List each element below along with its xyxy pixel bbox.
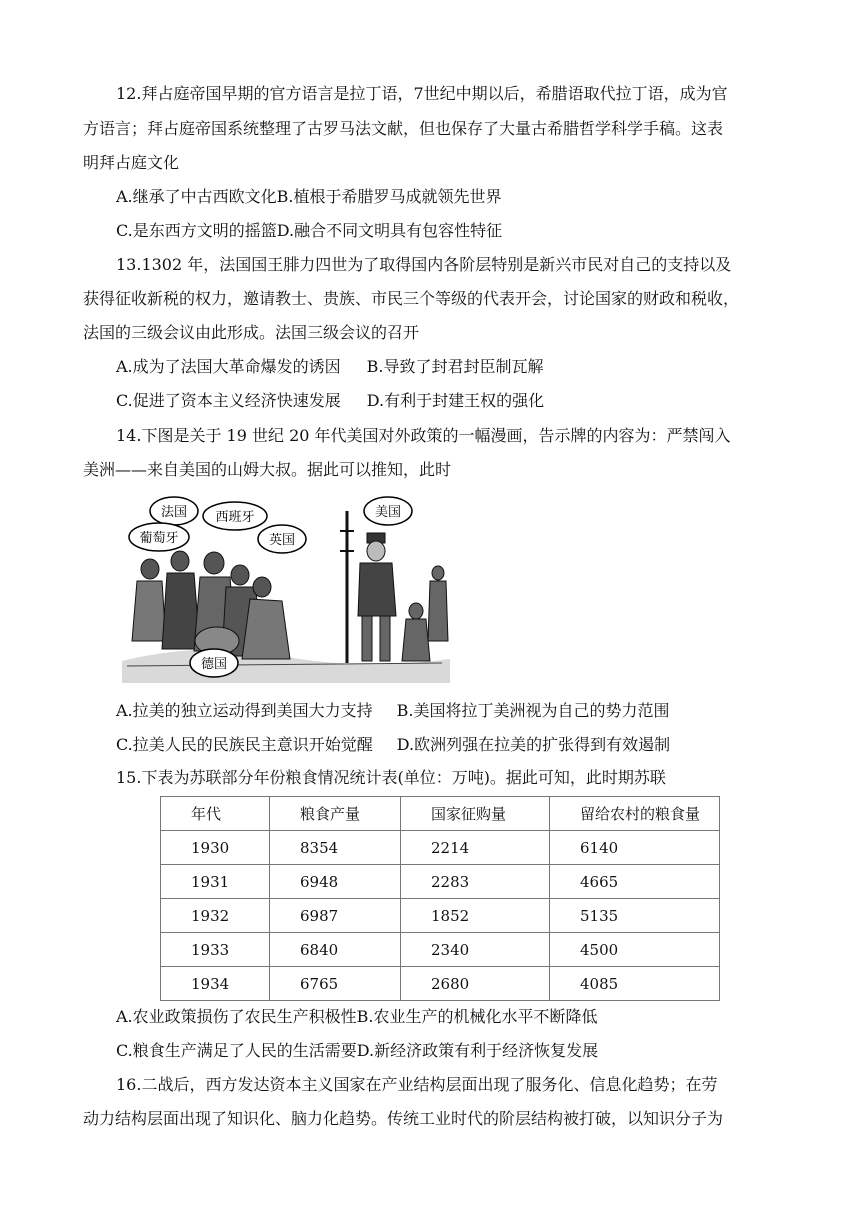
q16-stem-line2: 动力结构层面出现了知识化、脑力化趋势。传统工业时代的阶层结构被打破，以知识分子为 <box>83 1109 724 1128</box>
label-britain: 英国 <box>268 533 296 548</box>
label-portugal: 葡萄牙 <box>139 531 179 546</box>
table-header-row <box>161 797 720 831</box>
q15-stem-line1: 15.下表为苏联部分年份粮食情况统计表(单位：万吨)。据此可知，此时期苏联 <box>116 768 666 787</box>
q13-option-d[interactable]: D.有利于封建王权的强化 <box>366 391 545 410</box>
cell-year: 1932 <box>161 899 270 933</box>
q14-option-d[interactable]: D.欧洲列强在拉美的扩张得到有效遏制 <box>396 735 671 754</box>
q15-options-row1 <box>116 1005 598 1029</box>
q12-stem-line2: 方语言；拜占庭帝国系统整理了古罗马法文献，但也保存了大量古希腊哲学科学手稿。这表 <box>83 119 724 138</box>
q15-option-a[interactable]: A.农业政策损伤了农民生产积极性 <box>116 1007 357 1026</box>
cell-procurement: 2680 <box>401 967 550 1001</box>
header-rural-retained: 留给农村的粮食量 <box>550 797 720 831</box>
cell-rural-retained: 5135 <box>550 899 720 933</box>
table-row <box>161 831 720 865</box>
q14-options-row1 <box>116 699 670 723</box>
q16-stem-line1: 16.二战后，西方发达资本主义国家在产业结构层面出现了服务化、信息化趋势；在劳 <box>116 1075 718 1094</box>
q12-options-row2 <box>116 219 502 243</box>
q14-option-a[interactable]: A.拉美的独立运动得到美国大力支持 <box>116 701 373 720</box>
cell-procurement: 2283 <box>401 865 550 899</box>
cell-year: 1930 <box>161 831 270 865</box>
cell-output: 6948 <box>270 865 401 899</box>
q14-options-row2 <box>116 733 670 757</box>
label-germany: 德国 <box>200 657 228 672</box>
q13-stem-line2: 获得征收新税的权力，邀请教士、贵族、市民三个等级的代表开会，讨论国家的财政和税收， <box>83 289 740 308</box>
table-row <box>161 899 720 933</box>
q13-options-row2 <box>116 389 544 413</box>
q13-stem-line3: 法国的三级会议由此形成。法国三级会议的召开 <box>83 323 420 342</box>
cell-output: 8354 <box>270 831 401 865</box>
q12-option-a[interactable]: A.继承了中古西欧文化 <box>116 187 277 206</box>
header-year: 年代 <box>161 797 270 831</box>
monroe-doctrine-cartoon <box>122 491 450 683</box>
cell-procurement: 1852 <box>401 899 550 933</box>
header-procurement: 国家征购量 <box>401 797 550 831</box>
q15-option-b[interactable]: B.农业生产的机械化水平不断降低 <box>356 1007 598 1026</box>
q15-option-c[interactable]: C.粮食生产满足了人民的生活需要 <box>116 1041 357 1060</box>
q13-option-a[interactable]: A.成为了法国大革命爆发的诱因 <box>116 357 341 376</box>
cell-output: 6840 <box>270 933 401 967</box>
q14-option-c[interactable]: C.拉美人民的民族民主意识开始觉醒 <box>116 735 373 754</box>
label-spain: 西班牙 <box>215 510 255 525</box>
q12-stem-line3: 明拜占庭文化 <box>83 153 180 172</box>
table-row <box>161 865 720 899</box>
q12-options-row1 <box>116 185 502 209</box>
q12-stem-line1: 12.拜占庭帝国早期的官方语言是拉丁语，7世纪中期以后，希腊语取代拉丁语，成为官 <box>116 84 728 103</box>
q12-option-b[interactable]: B.植根于希腊罗马成就领先世界 <box>276 187 502 206</box>
cell-rural-retained: 4665 <box>550 865 720 899</box>
table-row <box>161 933 720 967</box>
label-france: 法国 <box>160 505 188 520</box>
q13-option-b[interactable]: B.导致了封君封臣制瓦解 <box>366 357 544 376</box>
grain-statistics-table <box>160 796 720 1001</box>
q14-stem-line1: 14.下图是关于 19 世纪 20 年代美国对外政策的一幅漫画，告示牌的内容为：严禁闯入 <box>116 426 731 445</box>
q13-stem-line1: 13.1302 年，法国国王腓力四世为了取得国内各阶层特别是新兴市民对自己的支持以及 <box>116 255 732 274</box>
cell-procurement: 2340 <box>401 933 550 967</box>
q12-option-d[interactable]: D.融合不同文明具有包容性特征 <box>276 221 503 240</box>
q12-option-c[interactable]: C.是东西方文明的摇篮 <box>116 221 277 240</box>
header-output: 粮食产量 <box>270 797 401 831</box>
cell-year: 1931 <box>161 865 270 899</box>
table-row <box>161 967 720 1001</box>
cell-year: 1934 <box>161 967 270 1001</box>
cell-rural-retained: 4085 <box>550 967 720 1001</box>
q15-option-d[interactable]: D.新经济政策有利于经济恢复发展 <box>356 1041 599 1060</box>
q14-option-b[interactable]: B.美国将拉丁美洲视为自己的势力范围 <box>396 701 670 720</box>
cell-year: 1933 <box>161 933 270 967</box>
q15-options-row2 <box>116 1039 598 1063</box>
cell-rural-retained: 6140 <box>550 831 720 865</box>
cell-rural-retained: 4500 <box>550 933 720 967</box>
cell-output: 6987 <box>270 899 401 933</box>
cell-procurement: 2214 <box>401 831 550 865</box>
label-usa: 美国 <box>374 505 402 520</box>
q13-option-c[interactable]: C.促进了资本主义经济快速发展 <box>116 391 341 410</box>
q13-options-row1 <box>116 355 544 379</box>
cell-output: 6765 <box>270 967 401 1001</box>
q14-stem-line2: 美洲——来自美国的山姆大叔。据此可以推知，此时 <box>83 460 452 479</box>
